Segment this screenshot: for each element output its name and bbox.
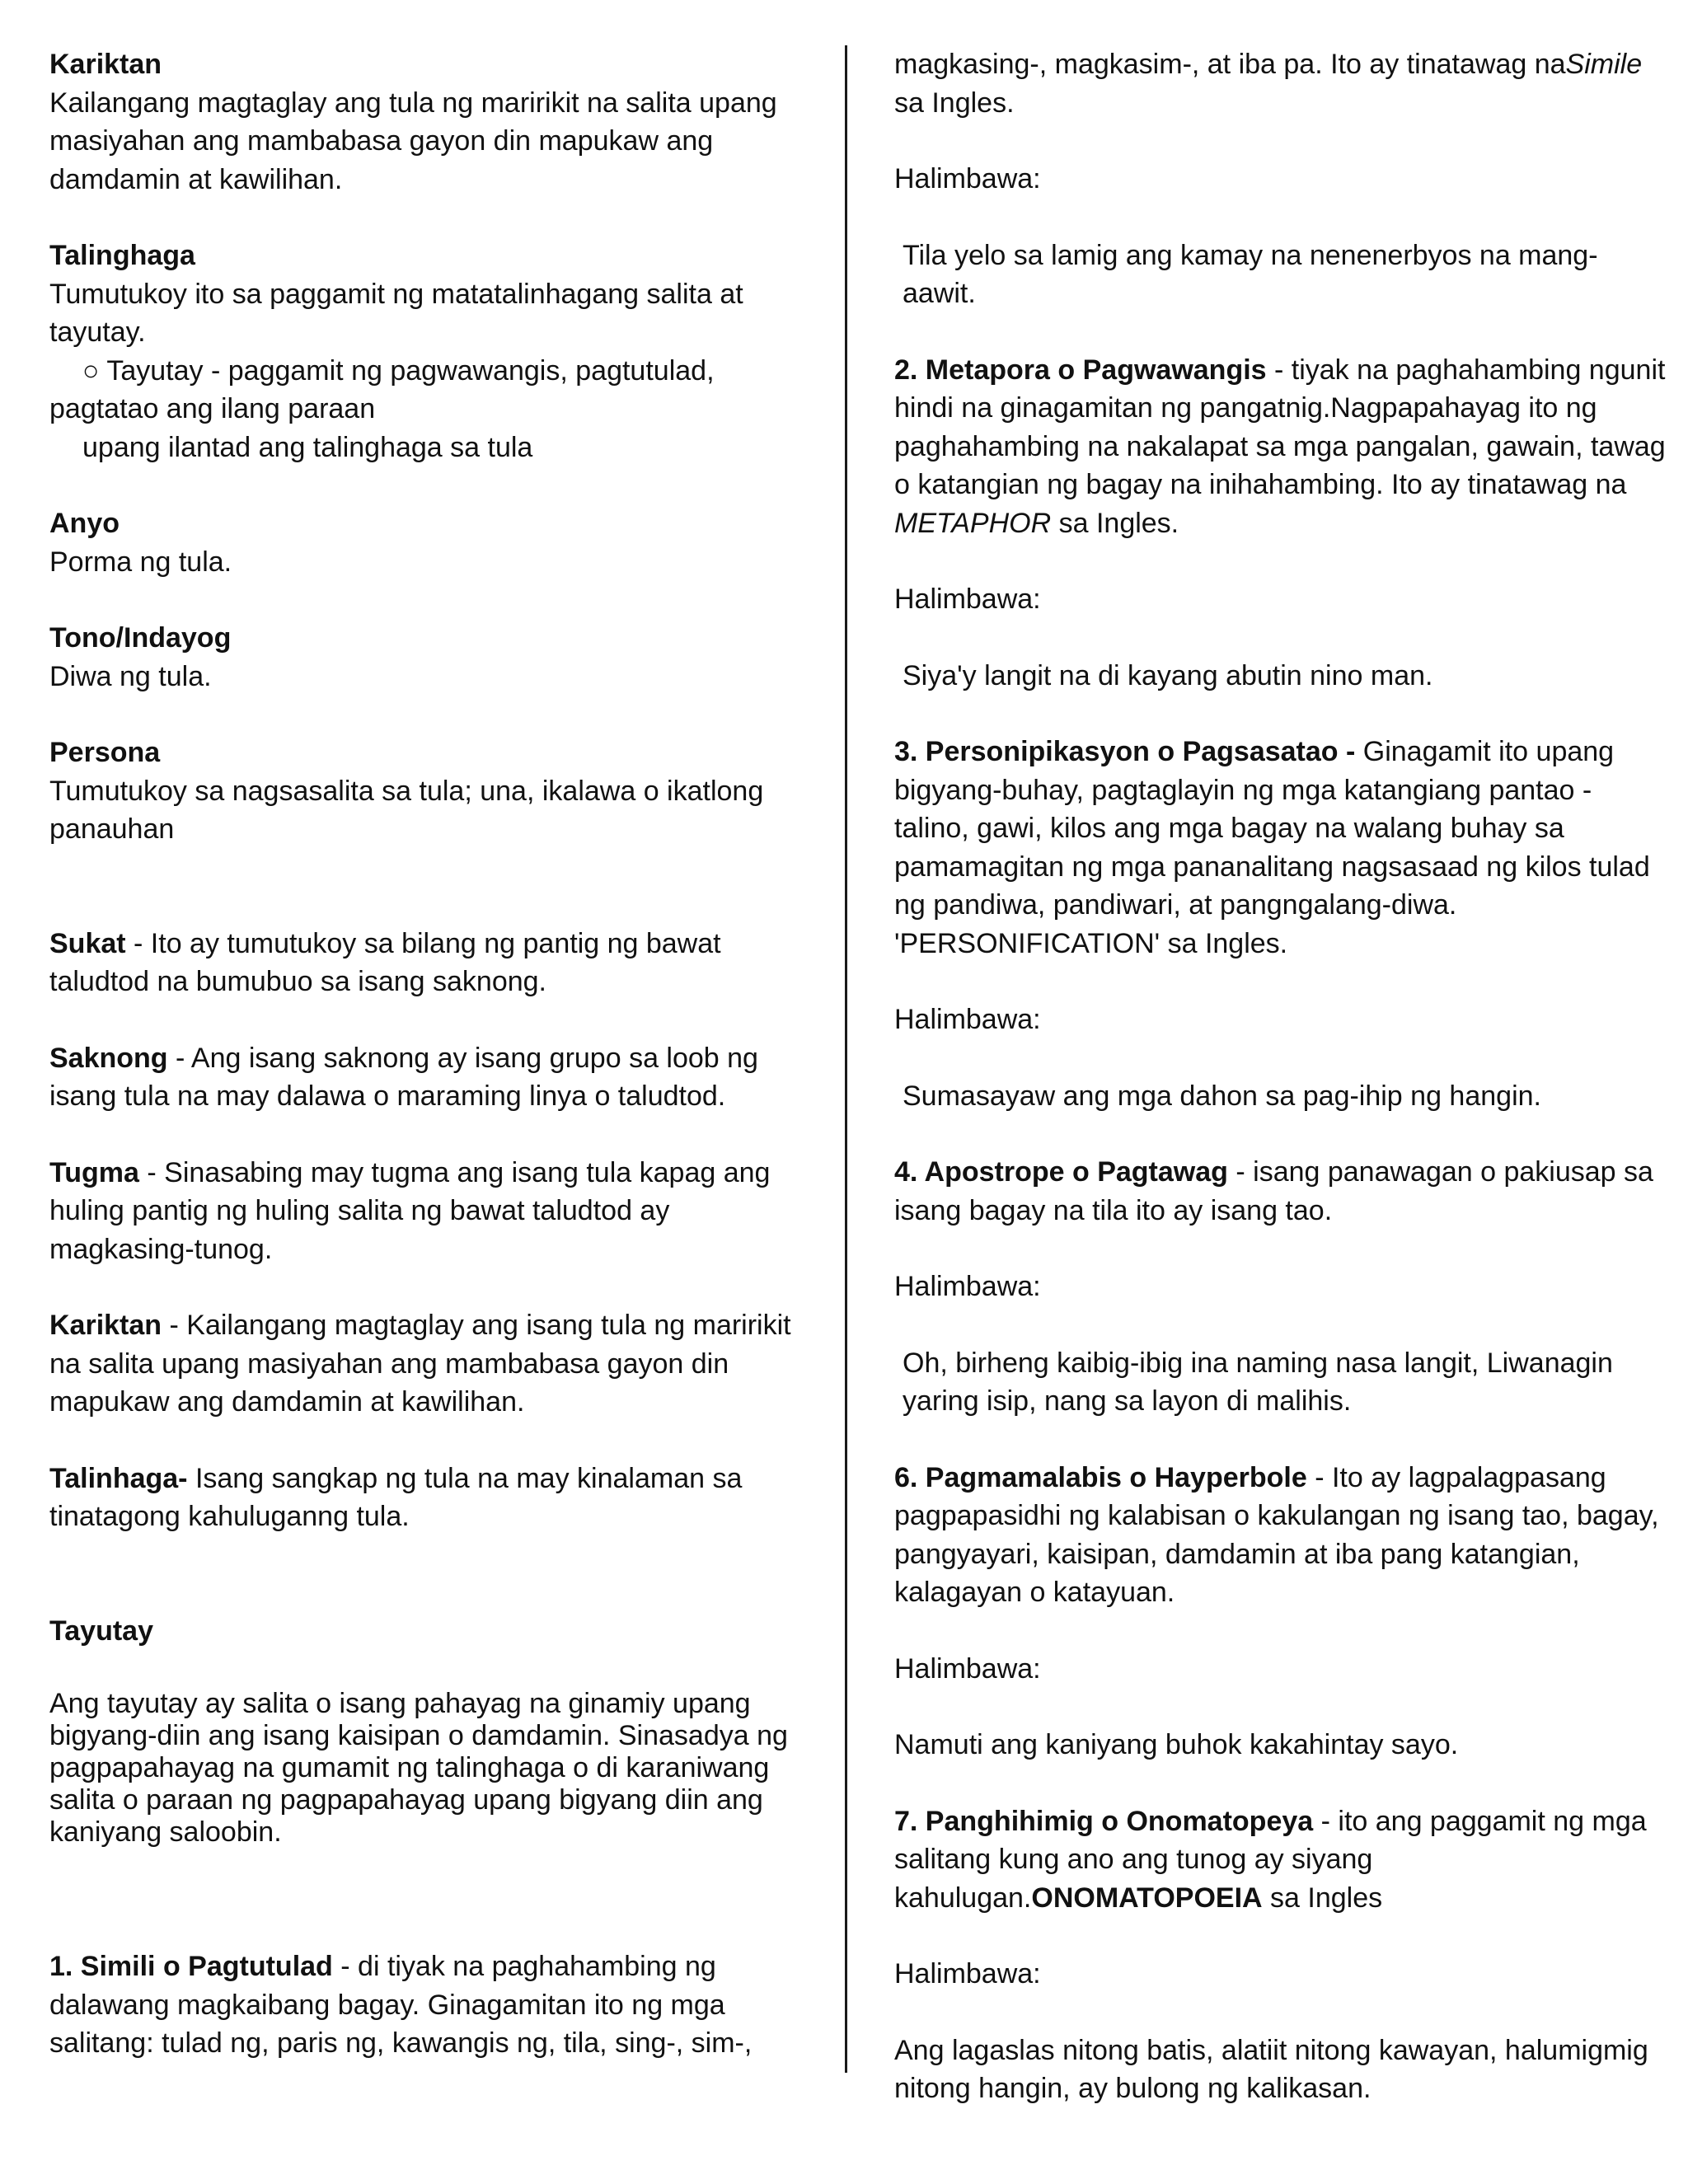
definition-onomatopeya: [894, 1802, 1669, 1918]
example-label-3: Halimbawa:: [894, 1004, 1041, 1035]
definition-personipikasyon: [894, 733, 1669, 963]
example-text-2: Siya'y langit na di kayang abutin nino man.: [903, 659, 1433, 691]
example-label-4: Halimbawa:: [894, 1271, 1041, 1302]
example-text-3: Sumasayaw ang mga dahon sa pag-ihip ng hangin.: [903, 1080, 1541, 1112]
column-divider: [845, 45, 847, 2073]
bullet-tayutay: ○ Tayutay - paggamit ng pagwawangis, pagtutulad,: [82, 354, 715, 387]
text-personipikasyon: Ginagamit ito upang bigyang-buhay, pagtaglayin ng mga katangiang pantao - talino, gawi, kilos ang mga bagay na walang buhay sa pamamagitan ng mga pananalitang nagsasaad ng kilos tulad ng pandiwa, pandiwari, at pangngalang-diwa. 'PERSONIFICATION' sa Ingles.: [894, 736, 1650, 959]
term-onomatopoeia: ONOMATOPOEIA: [1031, 1882, 1263, 1914]
term-saknong: Saknong: [49, 1042, 168, 1074]
left-column: [49, 45, 808, 2063]
text-metapora-a: - tiyak na paghahambing ngunit hindi na ginagamitan ng pangatnig.Nagpapahayag ito ng paghahambing na nakalapat sa mga pangalan, gawain, tawag o katangian ng bagay na inihahambing. Ito ay tinatawag na: [894, 354, 1666, 500]
heading-talinghaga: Talinghaga: [49, 240, 195, 271]
text-talinhaga: Isang sangkap ng tula na may kinalaman sa tinatagong kahuluganng tula.: [49, 1462, 743, 1532]
text-sukat: - Ito ay tumutukoy sa bilang ng pantig ng bawat taludtod na bumubuo sa isang saknong.: [49, 927, 721, 997]
example-text-5: Namuti ang kaniyang buhok kakahintay sayo.: [894, 1729, 1459, 1760]
definition-metapora: [894, 351, 1669, 543]
heading-tayutay: Tayutay: [49, 1615, 153, 1647]
example-text-4: Oh, birheng kaibig-ibig ina naming nasa langit, Liwanagin yaring isip, nang sa layon di malihis.: [903, 1347, 1613, 1417]
definition-apostrope: [894, 1153, 1669, 1230]
section-persona: [49, 733, 808, 849]
heading-kariktan: Kariktan: [49, 49, 162, 80]
term-metapora: 2. Metapora o Pagwawangis: [894, 354, 1267, 386]
bullet-tayutay-cont: pagtatao ang ilang paraan: [49, 393, 376, 424]
section-talinghaga: [49, 237, 808, 466]
definition-sukat: [49, 925, 808, 1001]
example-label-5: Halimbawa:: [894, 1652, 1041, 1685]
text-persona: Tumutukoy sa nagsasalita sa tula; una, ikalawa o ikatlong panauhan: [49, 775, 764, 845]
text-apostrope: - isang panawagan o pakiusap sa isang bagay na tila ito ay isang tao.: [894, 1156, 1653, 1226]
definition-saknong: [49, 1039, 808, 1116]
text-kariktan-2: - Kailangang magtaglay ang isang tula ng maririkit na salita upang masiyahan ang mambabasa gayon din mapukaw ang damdamin at kawilihan.: [49, 1310, 791, 1418]
heading-persona: Persona: [49, 737, 161, 768]
term-personipikasyon: 3. Personipikasyon o Pagsasatao -: [894, 736, 1356, 767]
text-metapora-b: sa Ingles.: [1051, 507, 1179, 539]
text-onomatopeya-a: - ito ang paggamit ng mga salitang kung ano ang tunog ay siyang kahulugan.: [894, 1805, 1647, 1914]
text-tono: Diwa ng tula.: [49, 660, 212, 692]
section-kariktan: [49, 45, 808, 199]
text-tugma: - Sinasabing may tugma ang isang tula kapag ang huling pantig ng huling salita ng bawat taludtod ay magkasing-tunog.: [49, 1156, 771, 1265]
text-anyo: Porma ng tula.: [49, 546, 232, 578]
term-simile: Simile: [1565, 49, 1643, 80]
example-label-1: Halimbawa:: [894, 163, 1041, 194]
term-apostrope: 4. Apostrope o Pagtawag: [894, 1156, 1228, 1188]
text-simili-cont-b: sa Ingles.: [894, 87, 1015, 119]
example-label-6: Halimbawa:: [894, 1958, 1041, 1990]
text-simili: - di tiyak na paghahambing ng dalawang magkaibang bagay. Ginagamitan ito ng mga salitang: tulad ng, paris ng, kawangis ng, tila, sing-, sim-,: [49, 1951, 753, 2059]
term-sukat: Sukat: [49, 927, 126, 959]
heading-tono: Tono/Indayog: [49, 622, 232, 654]
term-simili: 1. Simili o Pagtutulad: [49, 1951, 333, 1982]
right-column: [894, 45, 1669, 2108]
text-simili-continued: [894, 45, 1669, 122]
text-simili-cont-a: magkasing-, magkasim-, at iba pa. Ito ay tinatawag na: [894, 49, 1566, 80]
example-label-2: Halimbawa:: [894, 583, 1041, 615]
section-anyo: [49, 504, 808, 581]
term-kariktan: Kariktan: [49, 1310, 162, 1341]
example-text-6: Ang lagaslas nitong batis, alatiit nitong kawayan, halumigmig nitong hangin, ay bulong ng kalikasan.: [894, 2034, 1648, 2104]
text-saknong: - Ang isang saknong ay isang grupo sa loob ng isang tula na may dalawa o maraming linya o taludtod.: [49, 1042, 758, 1112]
term-tugma: Tugma: [49, 1156, 139, 1188]
text-kariktan: Kailangang magtaglay ang tula ng maririkit na salita upang masiyahan ang mambabasa gayon din mapukaw ang damdamin at kawilihan.: [49, 87, 777, 195]
term-talinhaga: Talinhaga-: [49, 1462, 188, 1494]
term-onomatopeya: 7. Panghihimig o Onomatopeya: [894, 1805, 1314, 1837]
term-metaphor: METAPHOR: [894, 507, 1052, 539]
text-hayperbole: - Ito ay lagpalagpasang pagpapasidhi ng kalabisan o kakulangan ng isang tao, bagay, pangyayari, kaisipan, damdamin at iba pang katangian, kalagayan o katayuan.: [894, 1461, 1659, 1608]
text-talinghaga: Tumutukoy ito sa paggamit ng matatalinhagang salita at tayutay.: [49, 278, 743, 348]
definition-kariktan: [49, 1306, 808, 1422]
definition-tugma: [49, 1154, 808, 1269]
heading-anyo: Anyo: [49, 508, 120, 539]
definition-talinhaga: [49, 1460, 808, 1536]
text-onomatopeya-b: sa Ingles: [1262, 1882, 1383, 1914]
definition-hayperbole: [894, 1459, 1669, 1612]
section-tono: [49, 619, 808, 696]
bullet-tayutay-cont2: upang ilantad ang talinghaga sa tula: [82, 431, 533, 463]
text-tayutay: Ang tayutay ay salita o isang pahayag na ginamiy upang bigyang-diin ang isang kaisipan o damdamin. Sinasadya ng pagpapahayag na gumamit ng talinghaga o di karaniwang salita o paraan ng pagpapahayag upang bigyang diin ang kaniyang saloobin.: [49, 1688, 788, 1848]
example-text-1: Tila yelo sa lamig ang kamay na nenenerbyos na mang-aawit.: [903, 239, 1598, 309]
definition-simili: [49, 1947, 808, 2063]
term-hayperbole: 6. Pagmamalabis o Hayperbole: [894, 1461, 1307, 1493]
